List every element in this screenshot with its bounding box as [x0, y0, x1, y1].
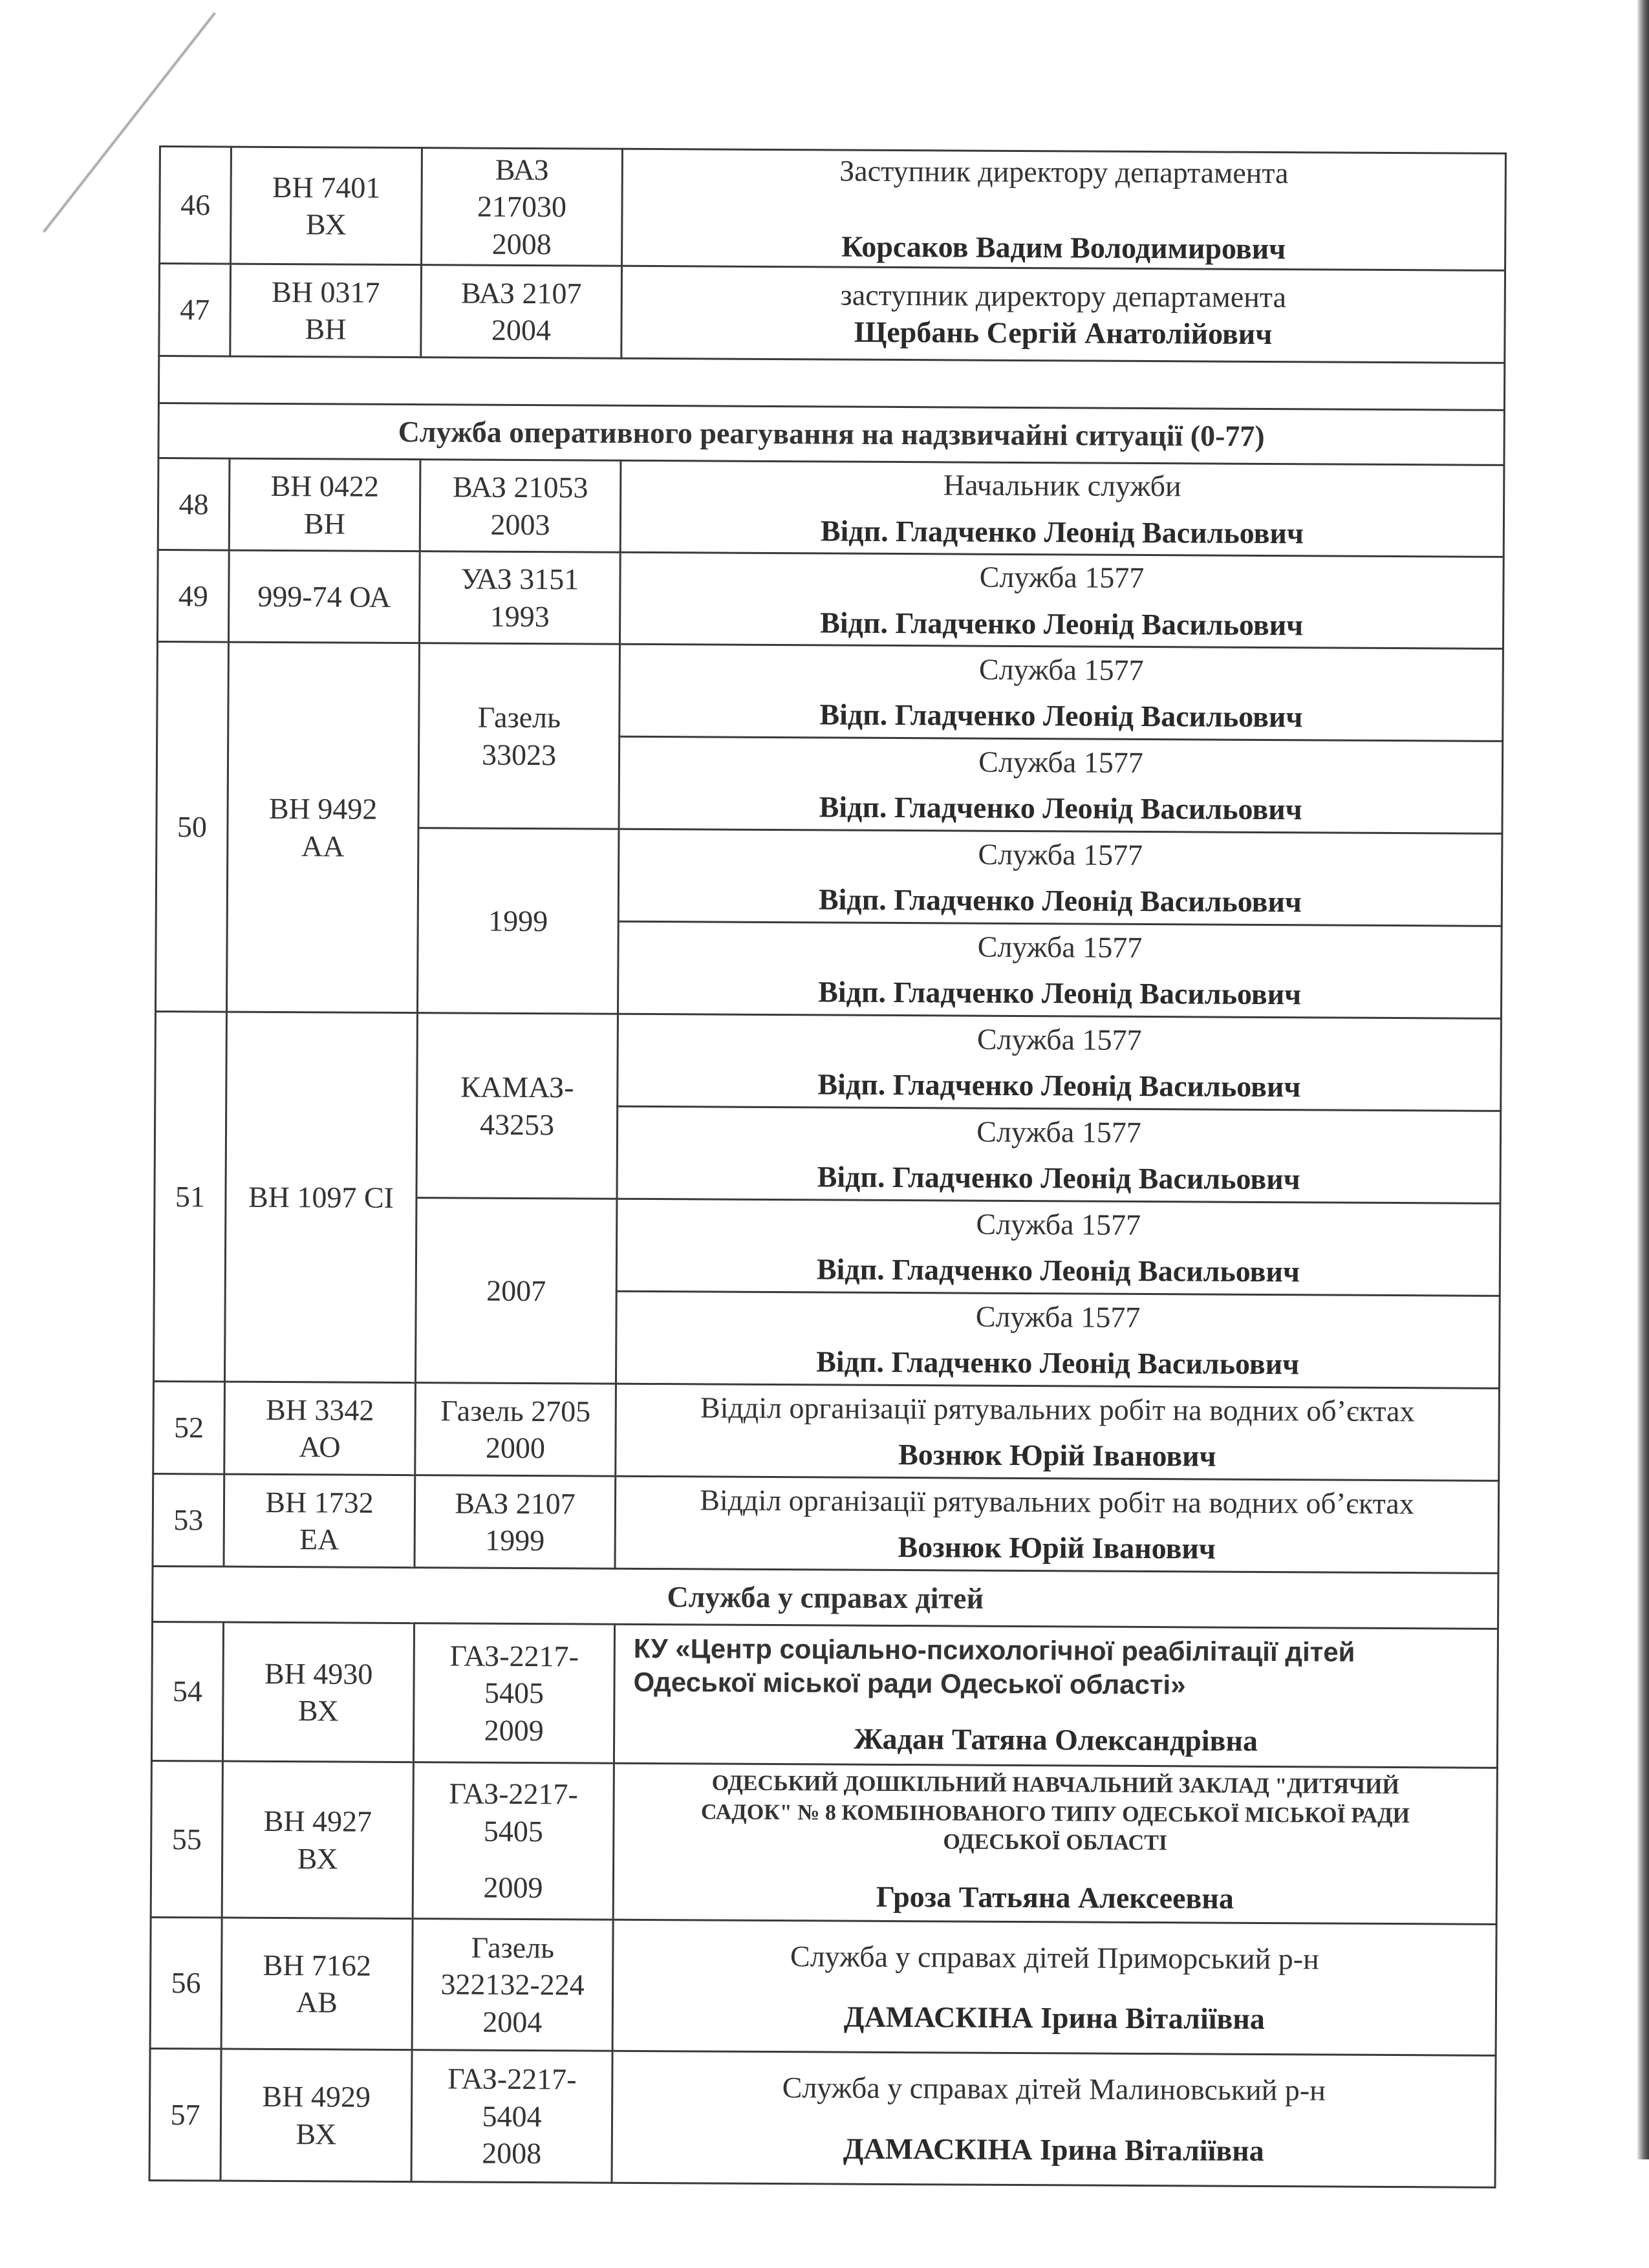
- car-make: УАЗ 3151: [460, 562, 579, 596]
- role-text: Служба 1577: [979, 560, 1145, 594]
- responsible-cell: [613, 1763, 1497, 1924]
- organization-text: САДОК" № 8 КОМБІНОВАНОГО ТИПУ ОДЕСЬКОЇ МІСЬКОЇ РАДИ: [700, 1800, 1410, 1828]
- organization-text: КУ «Центр соціально-психологічної реабілітації дітей: [633, 1632, 1355, 1667]
- role-text: Служба 1577: [978, 652, 1144, 687]
- plate-series: АВ: [296, 1985, 338, 2019]
- plate-series: ВН: [303, 506, 346, 540]
- plate-series: АА: [301, 829, 345, 863]
- plate-number: ВН 4929: [262, 2079, 371, 2113]
- plate-number: ВН 4930: [264, 1656, 373, 1691]
- plate-series: ВХ: [297, 1841, 338, 1875]
- role-text: Відділ організації рятувальних робіт на водних об’єктах: [700, 1390, 1415, 1428]
- car-make: ВАЗ: [495, 153, 549, 186]
- car-make: ВАЗ 2107: [455, 1486, 576, 1520]
- responsible-cell: [620, 552, 1503, 648]
- car-make: КАМАЗ-: [460, 1070, 574, 1104]
- plate-cell: [229, 458, 420, 551]
- row-number: 46: [160, 147, 232, 264]
- plate-cell: [226, 642, 419, 1013]
- responsible-cell: [620, 460, 1504, 557]
- role-text: Служба 1577: [977, 930, 1143, 964]
- role-text: Служба 1577: [978, 837, 1143, 872]
- role-text: Служба 1577: [976, 1115, 1141, 1149]
- car-cell: [412, 1919, 613, 2051]
- car-cell: [419, 551, 620, 645]
- table-row: [160, 147, 1506, 271]
- car-cell: [416, 1013, 618, 1199]
- person-name: Відп. Гладченко Леонід Васильович: [819, 790, 1302, 826]
- table-row: [153, 1381, 1500, 1481]
- plate-cell: [228, 550, 420, 643]
- plate-number: ВН 1732: [265, 1485, 374, 1519]
- plate-number: ВН 7401: [272, 170, 381, 204]
- role-text: Відділ організації рятувальних робіт на водних об’єктах: [700, 1482, 1414, 1520]
- table-row: [155, 1011, 1502, 1111]
- plate-number: ВН 9492: [268, 791, 378, 826]
- person-name: Щербань Сергій Анатолійович: [854, 315, 1273, 351]
- plate-number: ВН 3342: [265, 1393, 374, 1427]
- section-header-row: [153, 1566, 1498, 1629]
- section-title: Служба у справах дітей: [153, 1566, 1498, 1629]
- car-model: 5405: [484, 1676, 544, 1710]
- table-row: [151, 1760, 1497, 1924]
- car-year: 1999: [485, 1523, 545, 1557]
- plate-cell: [224, 1474, 415, 1568]
- person-name: Відп. Гладченко Леонід Васильович: [818, 975, 1302, 1011]
- car-model: 43253: [479, 1107, 555, 1141]
- row-number: 56: [150, 1917, 222, 2049]
- role-text: Начальник служби: [943, 468, 1181, 503]
- car-year: 2007: [486, 1274, 546, 1307]
- responsible-cell: [618, 921, 1502, 1018]
- car-cell: [413, 1623, 614, 1764]
- car-year: 1993: [490, 599, 550, 633]
- row-number: 54: [151, 1621, 223, 1761]
- car-year: 2004: [482, 2005, 543, 2038]
- responsible-cell: [615, 1476, 1499, 1573]
- car-cell: [415, 1383, 616, 1477]
- responsible-cell: [616, 1199, 1500, 1296]
- person-name: Гроза Татьяна Алексеевна: [876, 1879, 1234, 1915]
- plate-cell: [221, 2049, 412, 2182]
- car-cell: [422, 148, 623, 266]
- car-cell: [413, 1762, 614, 1920]
- person-name: Відп. Гладченко Леонід Васильович: [817, 1160, 1300, 1196]
- role-text: Служба у справах дітей Приморський р-н: [790, 1939, 1319, 1975]
- person-name: Відп. Гладченко Леонід Васильович: [817, 1067, 1301, 1104]
- plate-number: ВН 4927: [263, 1804, 372, 1838]
- person-name: Відп. Гладченко Леонід Васильович: [819, 698, 1303, 734]
- responsible-cell: [619, 736, 1503, 833]
- person-name: Корсаков Вадим Володимирович: [841, 230, 1286, 266]
- car-year: 2003: [490, 508, 550, 541]
- empty-row: [158, 356, 1504, 411]
- car-make: Газель 2705: [440, 1393, 591, 1428]
- car-model: 33023: [481, 738, 557, 771]
- car-cell: [411, 2050, 612, 2183]
- organization-text: Одеської міської ради Одеської області»: [633, 1667, 1186, 1700]
- plate-number: ВН 7162: [263, 1948, 372, 1982]
- plate-series: АО: [299, 1430, 341, 1464]
- table-row: [149, 2048, 1496, 2187]
- table-row: [151, 1621, 1498, 1768]
- plate-series: ВХ: [305, 208, 347, 241]
- organization-text: ОДЕСЬКИЙ ДОШКІЛЬНИЙ НАВЧАЛЬНИЙ ЗАКЛАД "ДИТЯЧИЙ: [711, 1771, 1399, 1799]
- responsible-cell: [621, 266, 1505, 363]
- role-text: Заступник директору департамента: [839, 154, 1289, 189]
- table-row: [157, 641, 1503, 741]
- person-name: Вознюк Юрій Іванович: [898, 1530, 1216, 1565]
- section-title: Служба оперативного реагування на надзвичайні ситуації (0-77): [158, 403, 1504, 465]
- person-name: Відп. Гладченко Леонід Васильович: [820, 513, 1304, 550]
- role-text: Служба 1577: [975, 1300, 1141, 1334]
- row-number: 52: [153, 1381, 225, 1474]
- car-model: 322132-224: [440, 1967, 585, 2002]
- responsible-cell: [612, 2051, 1496, 2187]
- person-name: Відп. Гладченко Леонід Васильович: [816, 1252, 1300, 1289]
- row-number: 57: [149, 2048, 221, 2181]
- table-row: [150, 1917, 1496, 2055]
- car-model: 5404: [482, 2099, 542, 2133]
- person-name: ДАМАСКІНА Ірина Віталіївна: [843, 2132, 1264, 2167]
- plate-cell: [231, 147, 422, 265]
- car-make: ВАЗ 21053: [452, 470, 588, 504]
- plate-cell: [222, 1622, 414, 1762]
- car-year: 2008: [482, 2136, 542, 2170]
- row-number: 55: [151, 1760, 222, 1918]
- car-cell: [415, 1475, 616, 1569]
- table-row: [158, 458, 1504, 557]
- table-row: [153, 1473, 1499, 1573]
- person-name: ДАМАСКІНА Ірина Віталіївна: [843, 2000, 1265, 2035]
- car-cell: [421, 265, 622, 359]
- row-number: 50: [155, 641, 228, 1012]
- plate-series: ВН: [305, 312, 347, 346]
- table-row: [157, 550, 1503, 648]
- plate-number: ВН 0317: [271, 275, 380, 309]
- responsible-cell: [612, 1920, 1496, 2055]
- plate-cell: [224, 1382, 416, 1475]
- car-make: ВАЗ 2107: [460, 275, 582, 310]
- plate-number: 999-74 ОА: [257, 579, 391, 614]
- car-year-cell: [415, 1198, 616, 1384]
- row-number: 53: [153, 1473, 224, 1567]
- person-name: Відп. Гладченко Леонід Васильович: [816, 1345, 1300, 1381]
- car-year: 2000: [485, 1431, 546, 1465]
- car-year-cell: [417, 828, 618, 1014]
- responsible-cell: [620, 644, 1503, 741]
- person-name: Відп. Гладченко Леонід Васильович: [818, 883, 1302, 919]
- row-number: 47: [159, 264, 231, 357]
- car-year: 2009: [484, 1713, 544, 1747]
- responsible-cell: [617, 1106, 1501, 1203]
- car-year: 2008: [491, 227, 552, 261]
- responsible-cell: [614, 1624, 1498, 1768]
- scan-edge-shadow: [1637, 0, 1649, 2159]
- car-model: 5405: [483, 1814, 543, 1848]
- plate-cell: [222, 1761, 413, 1919]
- role-text: заступник директору департамента: [840, 278, 1287, 314]
- role-text: Служба у справах дітей Малиновський р-н: [782, 2071, 1326, 2107]
- plate-series: ВХ: [296, 2117, 337, 2150]
- plate-cell: [230, 264, 422, 358]
- table-row: [159, 264, 1505, 363]
- car-year: 2009: [483, 1870, 543, 1905]
- person-name: Вознюк Юрій Іванович: [898, 1438, 1216, 1473]
- vehicle-table: [149, 145, 1507, 2188]
- row-number: 51: [153, 1011, 226, 1382]
- car-make: Газель: [477, 700, 561, 734]
- car-year: 1999: [488, 904, 548, 937]
- plate-cell: [221, 1918, 413, 2050]
- responsible-cell: [622, 149, 1506, 270]
- responsible-cell: [616, 1384, 1500, 1481]
- responsible-cell: [616, 1291, 1500, 1388]
- person-name: Жадан Татяна Олександрівна: [854, 1722, 1258, 1757]
- car-year: 2004: [491, 313, 552, 347]
- car-make: Газель: [471, 1931, 555, 1964]
- row-number: 49: [157, 550, 229, 642]
- role-text: Служба 1577: [978, 745, 1143, 779]
- plate-series: ВХ: [297, 1694, 339, 1728]
- plate-number: ВН 0422: [270, 469, 380, 503]
- car-make: ГАЗ-2217-: [449, 1639, 579, 1673]
- car-cell: [420, 460, 621, 553]
- organization-text: ОДЕСЬКОЇ ОБЛАСТІ: [943, 1830, 1168, 1856]
- car-make: ГАЗ-2217-: [449, 1777, 578, 1811]
- car-make: ГАЗ-2217-: [447, 2062, 577, 2096]
- row-number: 48: [158, 458, 230, 551]
- plate-series: ЕА: [299, 1523, 339, 1556]
- role-text: Служба 1577: [976, 1022, 1142, 1056]
- responsible-cell: [618, 829, 1502, 926]
- section-header-row: [158, 403, 1504, 465]
- role-text: Служба 1577: [976, 1207, 1141, 1241]
- plate-number: ВН 1097 СІ: [248, 1180, 394, 1214]
- car-cell: [418, 643, 620, 829]
- plate-cell: [224, 1012, 417, 1383]
- person-name: Відп. Гладченко Леонід Васильович: [820, 605, 1304, 641]
- empty-cell: [158, 356, 1504, 411]
- responsible-cell: [618, 1014, 1502, 1111]
- car-model: 217030: [477, 189, 567, 224]
